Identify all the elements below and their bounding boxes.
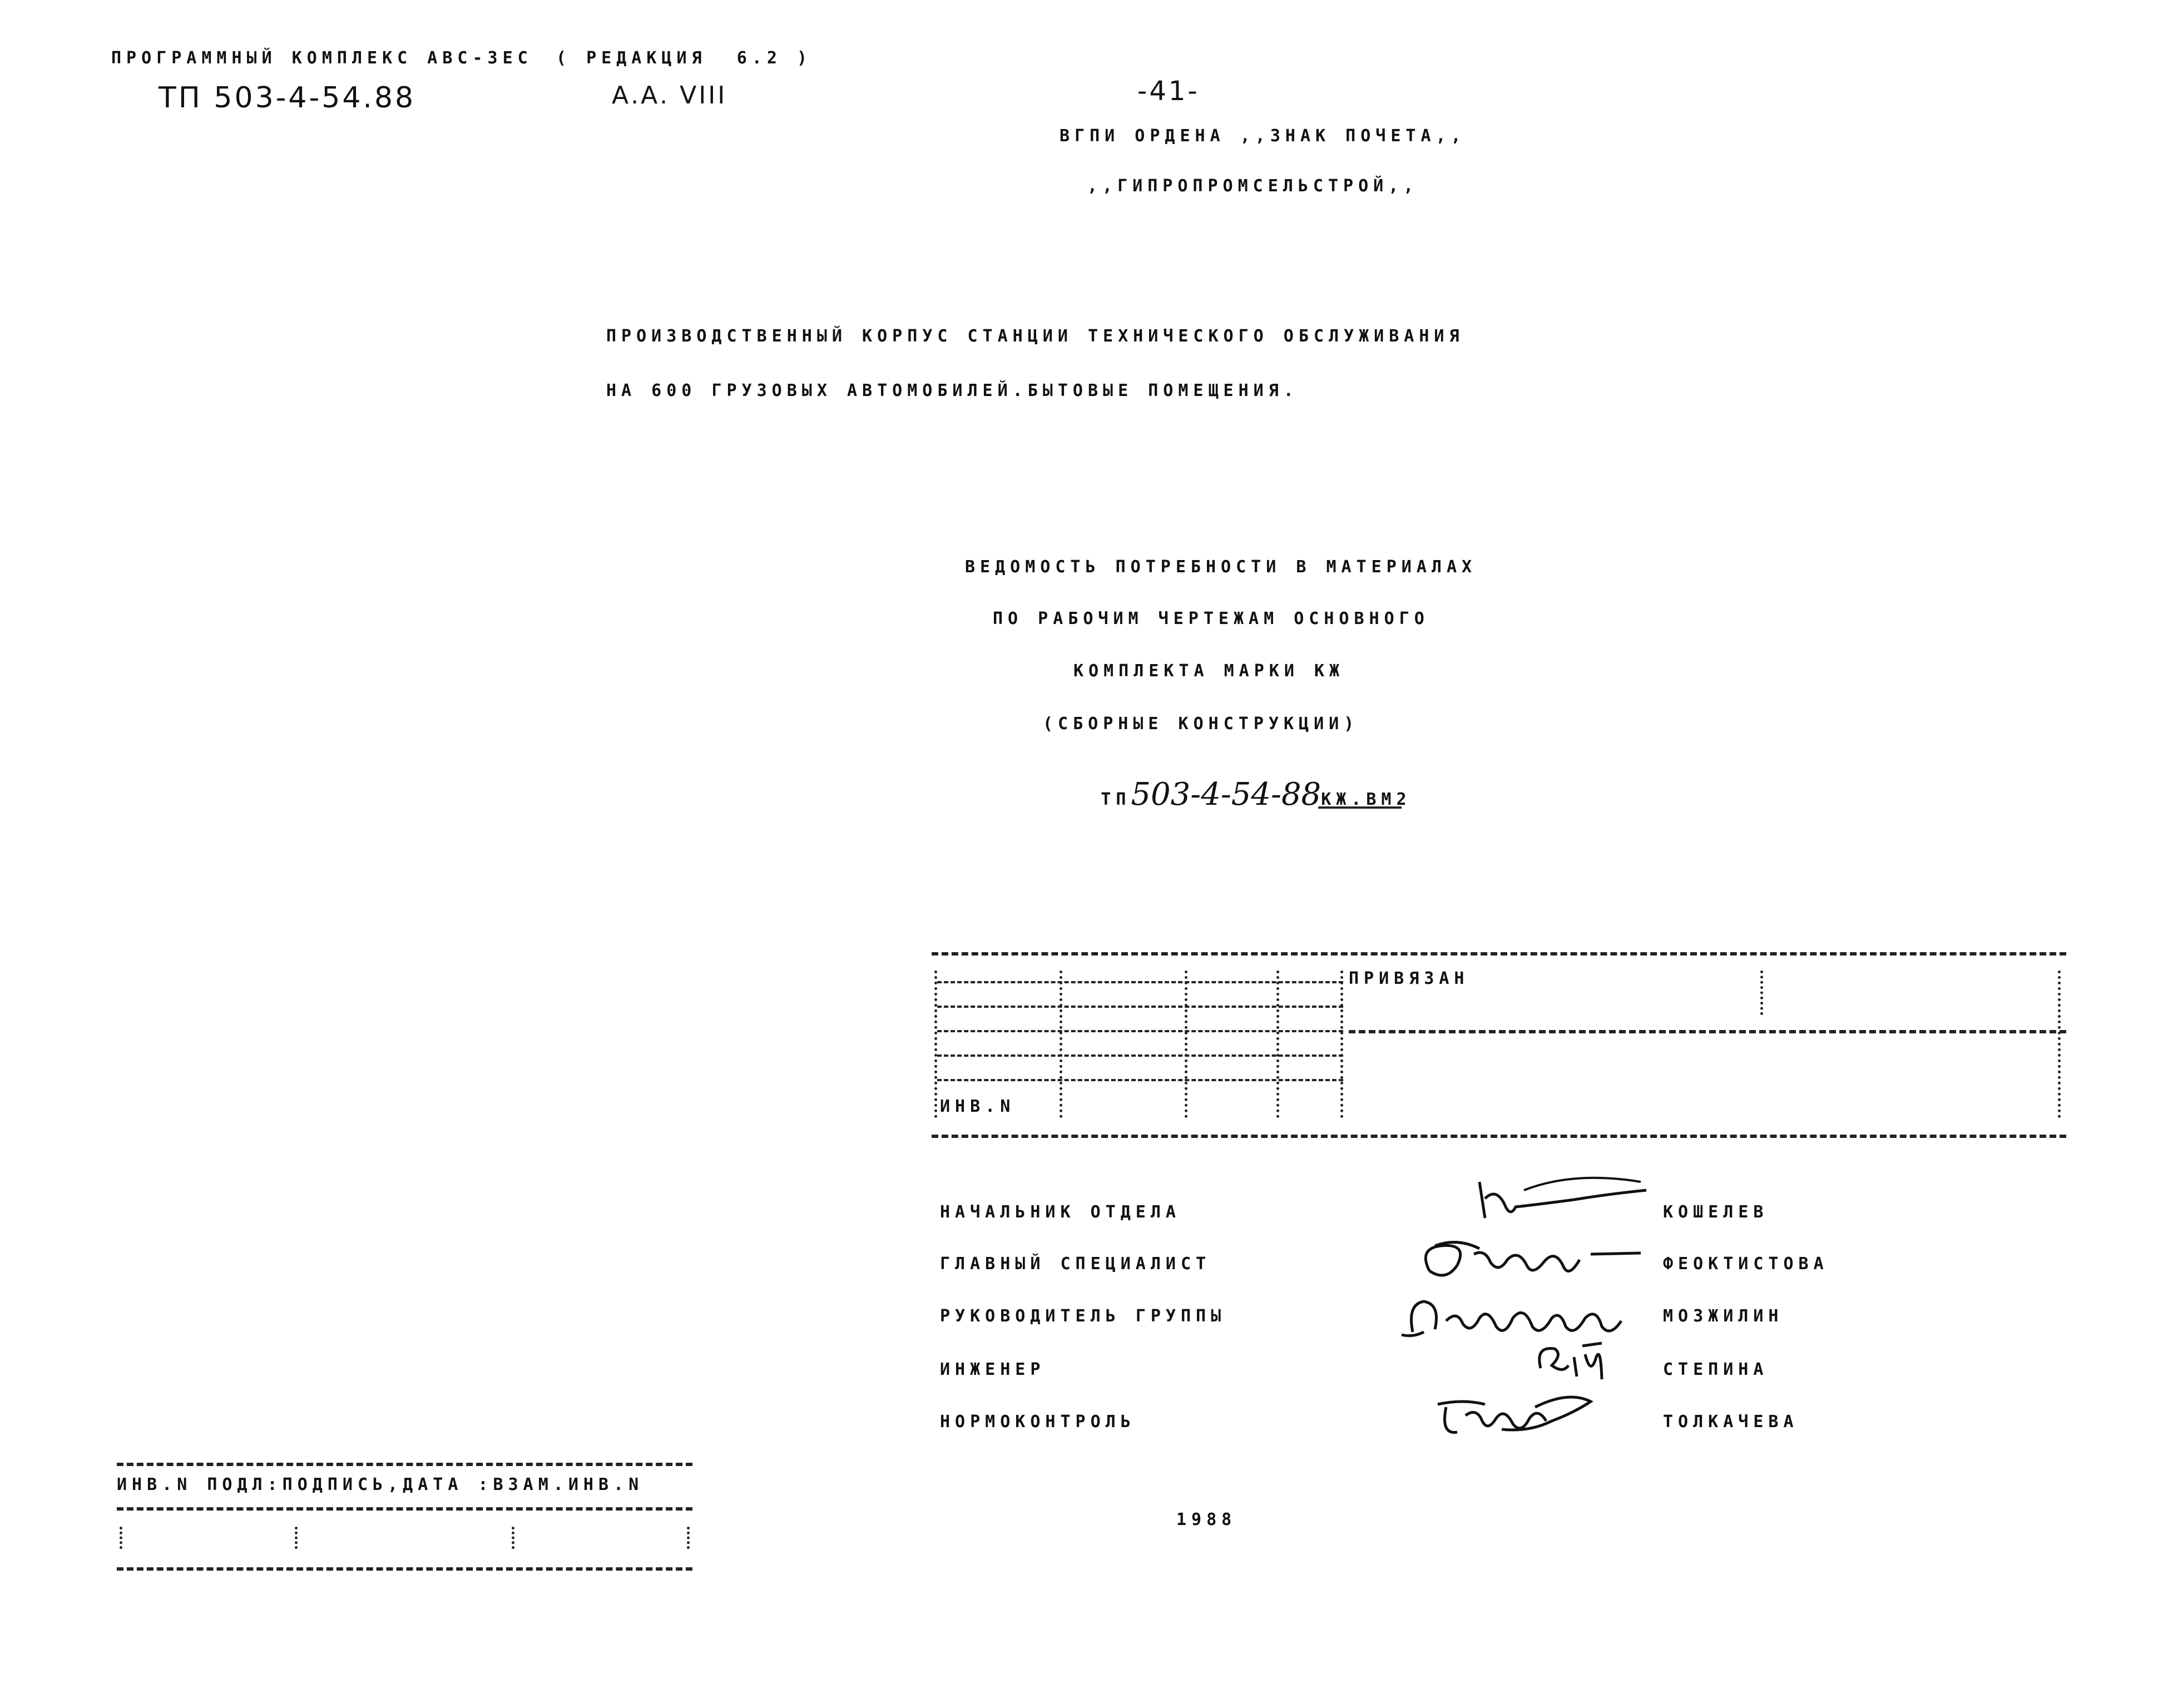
name-engineer: СТЕПИНА — [1663, 1360, 1769, 1379]
stamp-cell-rule-1 — [937, 981, 1343, 983]
stamp-vline-2 — [1060, 971, 1062, 1118]
year: 1988 — [1176, 1510, 1237, 1529]
name-chief-specialist: ФЕОКТИСТОВА — [1663, 1254, 1829, 1274]
document-code — [1090, 770, 1412, 813]
software-label: ПРОГРАММНЫЙ КОМПЛЕКС АВС-3ЕС — [111, 48, 533, 68]
signature-koshelev — [1463, 1165, 1652, 1226]
stamp-cell-rule-4 — [937, 1054, 1343, 1057]
stamp-bottom-rule — [932, 1135, 2066, 1138]
edition-label: ( РЕДАКЦИЯ 6.2 ) — [556, 48, 813, 68]
page-number: -41- — [1137, 76, 1200, 107]
footer-stamp-vline-4 — [687, 1527, 690, 1549]
stamp-cell-rule-2 — [937, 1006, 1343, 1008]
document-code-suffix: КЖ.ВМ2 — [1321, 790, 1412, 809]
role-chief-specialist: ГЛАВНЫЙ СПЕЦИАЛИСТ — [940, 1254, 1211, 1274]
name-norm-control: ТОЛКАЧЕВА — [1663, 1412, 1799, 1432]
role-norm-control: НОРМОКОНТРОЛЬ — [940, 1412, 1136, 1432]
stamp-vline-5 — [1340, 971, 1343, 1118]
document-title-line-3: КОМПЛЕКТА МАРКИ КЖ — [1073, 661, 1345, 681]
stamp-vline-1 — [934, 971, 937, 1118]
document-title-line-4: (СБОРНЫЕ КОНСТРУКЦИИ) — [1043, 714, 1359, 734]
signature-tolkacheva — [1424, 1385, 1602, 1446]
document-code-underline — [1318, 806, 1402, 809]
footer-stamp-vline-1 — [120, 1527, 122, 1549]
stamp-inv-label: ИНВ.N — [940, 1097, 1016, 1116]
footer-stamp-header: ИНВ.N ПОДЛ:ПОДПИСЬ,ДАТА :ВЗАМ.ИНВ.N — [117, 1475, 644, 1494]
stamp-top-rule — [932, 952, 2066, 956]
footer-stamp-vline-3 — [512, 1527, 514, 1549]
stamp-vline-6 — [1760, 971, 1763, 1015]
org-line-2: ,,ГИПРОПРОМСЕЛЬСТРОЙ,, — [1087, 176, 1419, 196]
role-engineer: ИНЖЕНЕР — [940, 1360, 1046, 1379]
document-code-prefix: ТП — [1101, 790, 1131, 809]
project-code: ТП 503-4-54.88 — [159, 81, 416, 115]
stamp-vline-7 — [2058, 971, 2061, 1118]
project-title-line-1: ПРОИЗВОДСТВЕННЫЙ КОРПУС СТАНЦИИ ТЕХНИЧЕСКОГО ОБСЛУЖИВАНИЯ — [606, 326, 1464, 346]
project-title-line-2: НА 600 ГРУЗОВЫХ АВТОМОБИЛЕЙ.БЫТОВЫЕ ПОМЕЩЕНИЯ. — [606, 381, 1299, 400]
org-line-1: ВГПИ ОРДЕНА ,,ЗНАК ПОЧЕТА,, — [1060, 126, 1466, 146]
footer-stamp-mid-rule — [117, 1507, 692, 1511]
stamp-mid-rule — [1349, 1030, 2066, 1033]
document-title-line-2: ПО РАБОЧИМ ЧЕРТЕЖАМ ОСНОВНОГО — [993, 609, 1429, 628]
footer-stamp-top-rule — [117, 1463, 692, 1466]
name-group-leader: МОЗЖИЛИН — [1663, 1306, 1784, 1326]
stamp-vline-4 — [1276, 971, 1279, 1118]
signature-feoktistova — [1407, 1232, 1663, 1288]
stamp-cell-rule-3 — [937, 1030, 1343, 1032]
stamp-cell-rule-5 — [937, 1079, 1343, 1081]
name-head-of-department: КОШЕЛЕВ — [1663, 1202, 1769, 1222]
role-group-leader: РУКОВОДИТЕЛЬ ГРУППЫ — [940, 1306, 1226, 1326]
album-number: А.А. VIII — [612, 81, 727, 110]
document-title-line-1: ВЕДОМОСТЬ ПОТРЕБНОСТИ В МАТЕРИАЛАХ — [965, 557, 1477, 577]
stamp-vline-3 — [1185, 971, 1187, 1118]
footer-stamp-vline-2 — [295, 1527, 298, 1549]
document-code-number: 503-4-54-88 — [1131, 776, 1321, 813]
role-head-of-department: НАЧАЛЬНИК ОТДЕЛА — [940, 1202, 1181, 1222]
stamp-attached-label: ПРИВЯЗАН — [1349, 969, 1469, 988]
footer-stamp-bottom-rule — [117, 1567, 692, 1571]
